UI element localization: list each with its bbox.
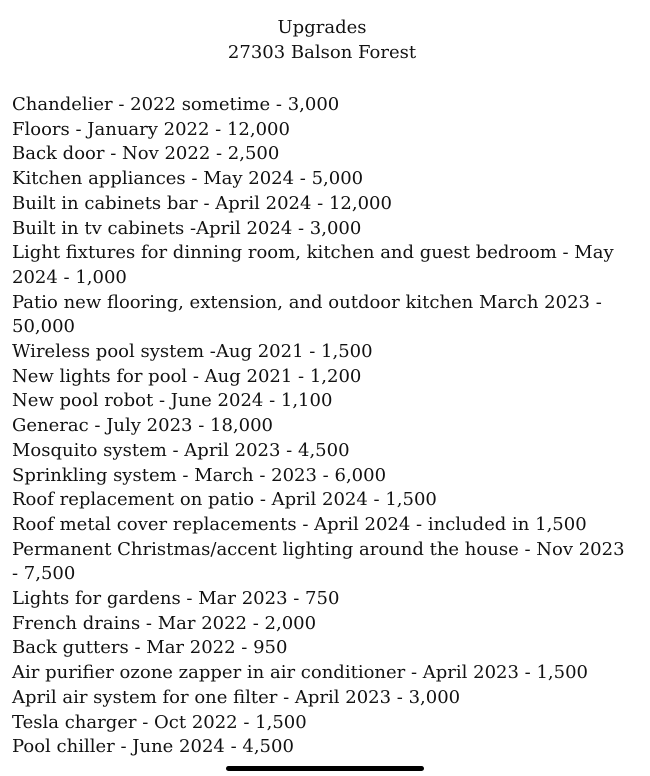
list-item: New lights for pool - Aug 2021 - 1,200 bbox=[12, 365, 362, 387]
list-item: Tesla charger - Oct 2022 - 1,500 bbox=[12, 711, 307, 733]
list-item: Patio new flooring, extension, and outdoor kitchen March 2023 - 50,000 bbox=[12, 291, 602, 338]
list-item: Roof metal cover replacements - April 2024 - included in 1,500 bbox=[12, 513, 587, 535]
list-item: Back door - Nov 2022 - 2,500 bbox=[12, 143, 280, 165]
note-address: 27303 Balson Forest bbox=[227, 41, 417, 63]
list-item: New pool robot - June 2024 - 1,100 bbox=[12, 390, 333, 412]
list-item: Built in cabinets bar - April 2024 - 12,000 bbox=[12, 192, 392, 214]
list-item: Wireless pool system -Aug 2021 - 1,500 bbox=[12, 341, 373, 363]
list-item: Pool chiller - June 2024 - 4,500 bbox=[12, 736, 294, 758]
list-item: Light fixtures for dinning room, kitchen and guest bedroom - May 2024 - 1,000 bbox=[12, 242, 614, 288]
list-item: Sprinkling system - March - 2023 - 6,000 bbox=[12, 464, 387, 486]
list-item: Chandelier - 2022 sometime - 3,000 bbox=[12, 94, 340, 115]
list-item: Mosquito system - April 2023 - 4,500 bbox=[12, 439, 350, 461]
list-item: Generac - July 2023 - 18,000 bbox=[12, 415, 273, 437]
list-item: Back gutters - Mar 2022 - 950 bbox=[12, 637, 288, 659]
list-item: April air system for one filter - April 2023 - 3,000 bbox=[12, 686, 461, 708]
note-title: Upgrades bbox=[277, 17, 367, 38]
list-item: French drains - Mar 2022 - 2,000 bbox=[12, 612, 317, 634]
list-item: Permanent Christmas/accent lighting around the house - Nov 2023 - 7,500 bbox=[12, 538, 625, 585]
home-indicator-bar[interactable] bbox=[226, 766, 424, 771]
upgrades-list bbox=[12, 93, 632, 760]
list-item: Built in tv cabinets -April 2024 - 3,000 bbox=[12, 217, 362, 239]
list-item: Air purifier ozone zapper in air conditioner - April 2023 - 1,500 bbox=[12, 662, 589, 684]
note-header bbox=[12, 16, 632, 65]
list-item: Lights for gardens - Mar 2023 - 750 bbox=[12, 588, 340, 610]
list-item: Roof replacement on patio - April 2024 - 1,500 bbox=[12, 489, 437, 511]
list-item: Kitchen appliances - May 2024 - 5,000 bbox=[12, 168, 364, 190]
list-item: Floors - January 2022 - 12,000 bbox=[12, 118, 290, 140]
